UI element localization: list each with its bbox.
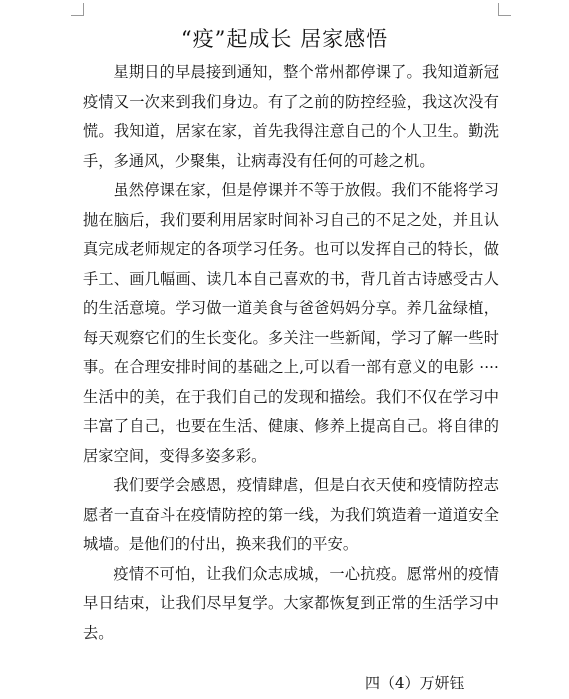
page-corner-mark-top-left (71, 3, 84, 16)
paragraph-1: 星期日的早晨接到通知，整个常州都停课了。我知道新冠疫情又一次来到我们身边。有了之前的防控经验，我这次没有慌。我知道，居家在家，首先我得注意自己的个人卫生。勤洗手，多通风，少聚集，让病毒没有任何的可趁之机。 (83, 63, 499, 170)
page-corner-mark-top-right (498, 3, 511, 16)
author-signature: 四（4）万妍钰 (365, 674, 465, 692)
paragraph-4: 疫情不可怕，让我们众志成城，一心抗疫。愿常州的疫情早日结束，让我们尽早复学。大家都恢复到正常的生活学习中去。 (83, 564, 499, 642)
document-body (83, 58, 499, 648)
document-title: “疫”起成长 居家感悟 (180, 27, 389, 51)
paragraph-2: 虽然停课在家，但是停课并不等于放假。我们不能将学习抛在脑后，我们要利用居家时间补习自己的不足之处，并且认真完成老师规定的各项学习任务。也可以发挥自己的特长，做手工、画几幅画、读几本自己喜欢的书，背几首古诗感受古人的生活意境。学习做一道美食与爸爸妈妈分享。养几盆绿植，每天观察它们的生长变化。多关注一些新闻，学习了解一些时事。在合理安排时间的基础之上,可以看一部有意义的电影 ····生活中的美，在于我们自己的发现和描绘。我们不仅在学习中丰富了自己，也要在生活、健康、修养上提高自己。将自律的居家空间，变得多姿多彩。 (83, 181, 499, 465)
paragraph-3: 我们要学会感恩，疫情肆虐，但是白衣天使和疫情防控志愿者一直奋斗在疫情防控的第一线，为我们筑造着一道道安全城墙。是他们的付出，换来我们的平安。 (83, 476, 499, 553)
